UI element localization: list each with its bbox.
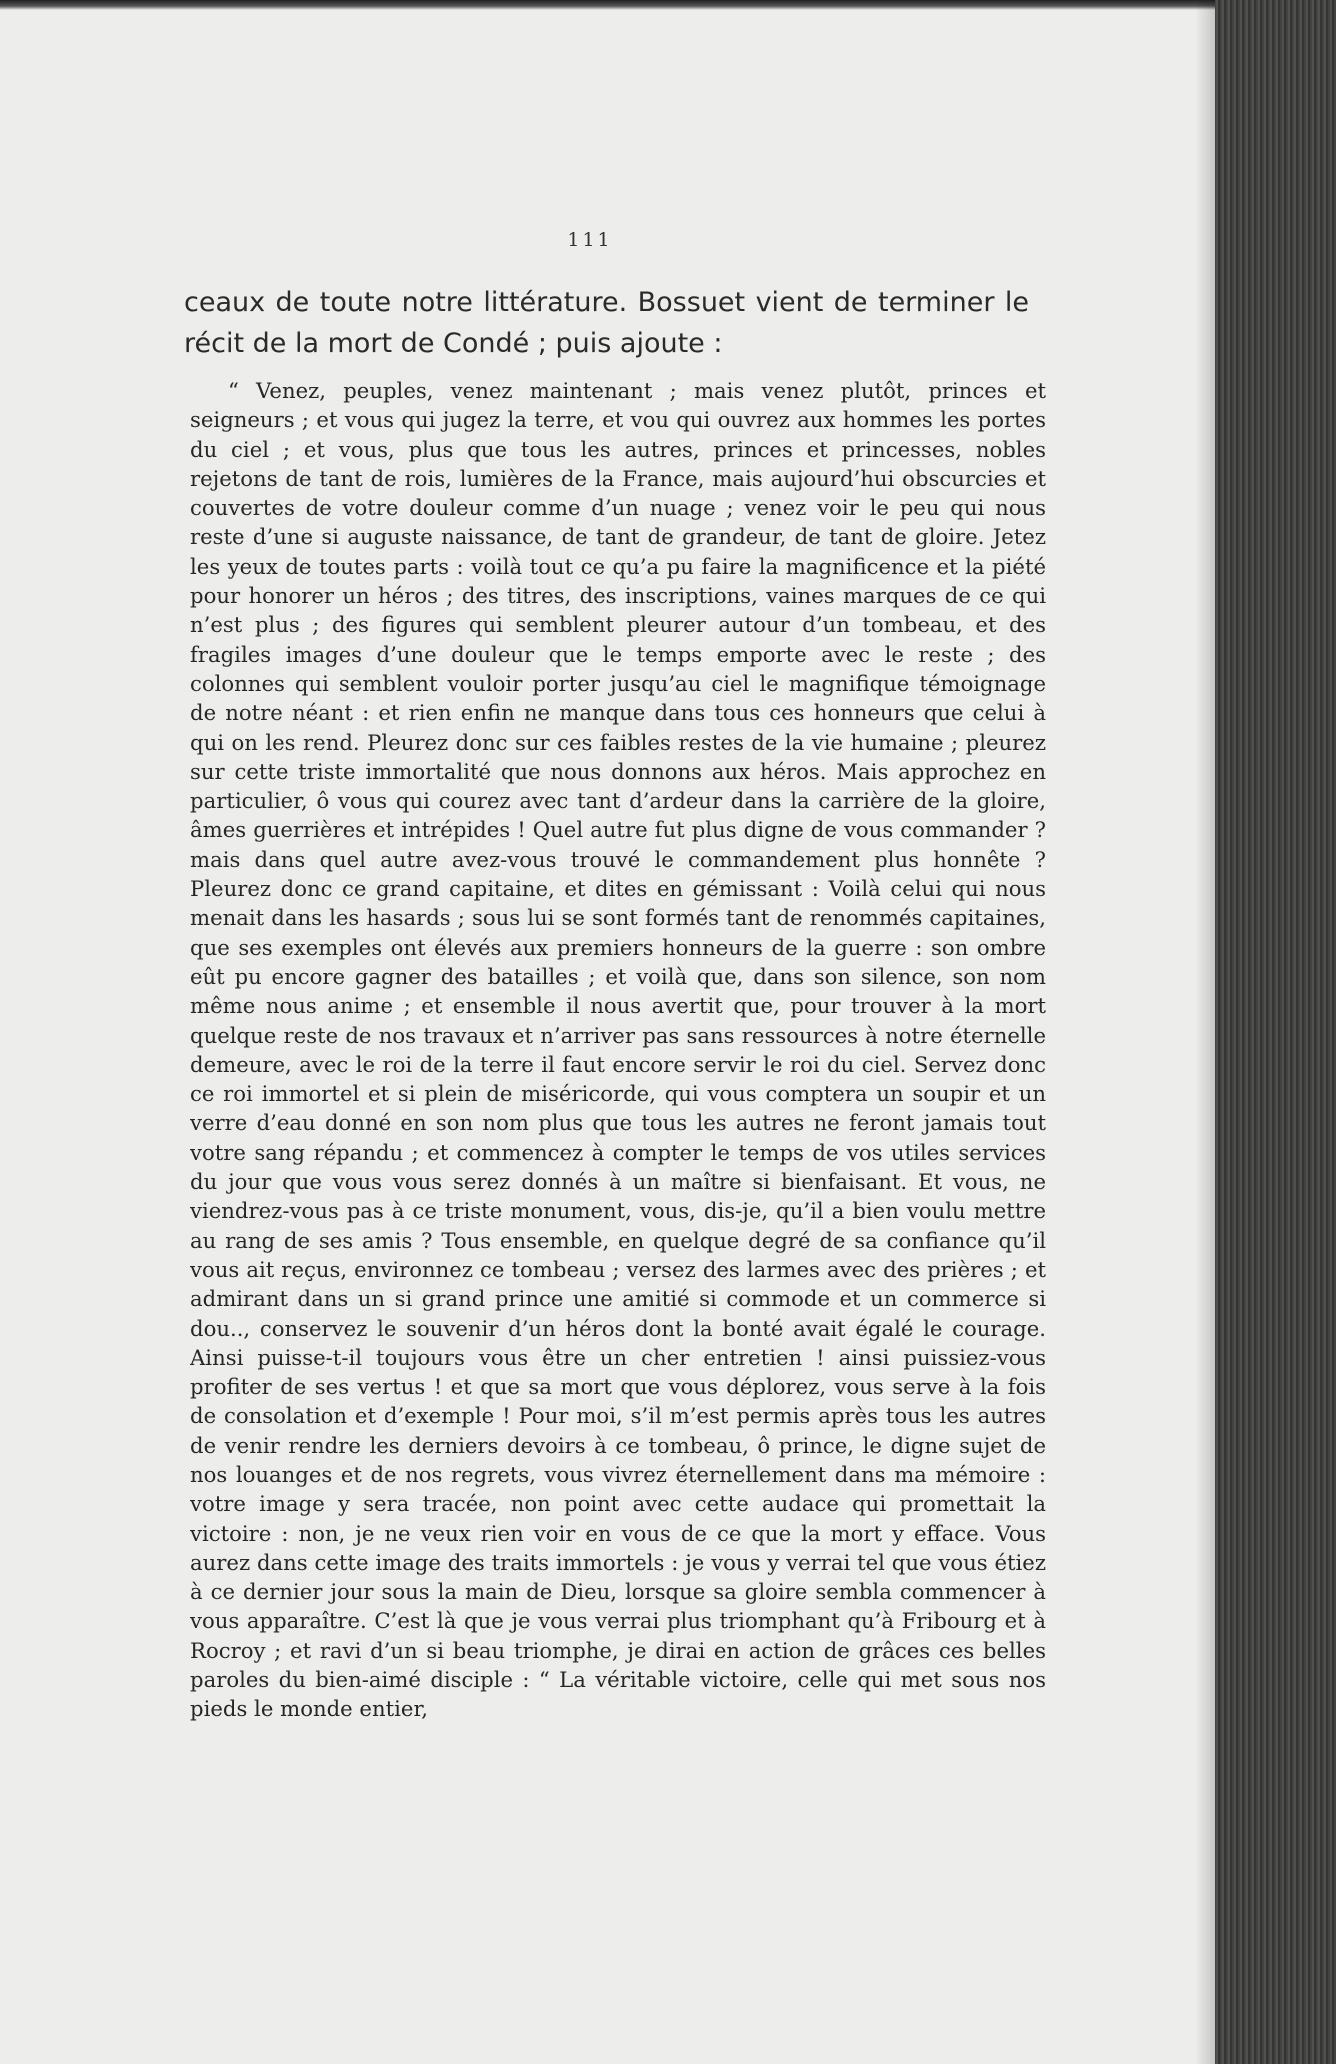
book-spine-edge xyxy=(1215,0,1336,2064)
quoted-passage: “ Venez, peuples, venez maintenant ; mais venez plutôt, princes et seigneurs ; et vous qui jugez la terre, et vou qui ouvrez aux hommes les portes du ciel ; et vous, plus que tous les autres, princes et princesses, nobles rejetons de tant de rois, lumières de la France, mais aujourd’hui obscurcies et couvertes de votre douleur comme d’un nuage ; venez voir le peu qui nous reste d’une si auguste naissance, de tant de grandeur, de tant de gloire. Jetez les yeux de toutes parts : voilà tout ce qu’a pu faire la magnificence et la piété pour honorer un héros ; des titres, des inscriptions, vaines marques de ce qui n’est plus ; des figures qui semblent pleurer autour d’un tombeau, et des fragiles images d’une douleur que le temps emporte avec le reste ; des colonnes qui semblent vouloir porter jusqu’au ciel le magnifique témoignage de notre néant : et rien enfin ne manque dans tous ces honneurs que celui à qui on les rend. Pleurez donc sur ces faibles restes de la vie humaine ; pleurez sur cette triste immortalité que nous donnons aux héros. Mais approchez en particulier, ô vous qui courez avec tant d’ardeur dans la carrière de la gloire, âmes guerrières et intrépides ! Quel autre fut plus digne de vous commander ? mais dans quel autre avez-vous trouvé le commandement plus honnête ? Pleurez donc ce grand capitaine, et dites en gémissant : Voilà celui qui nous menait dans les hasards ; sous lui se sont formés tant de renommés capitaines, que ses exemples ont élevés aux premiers honneurs de la guerre : son ombre eût pu encore gagner des batailles ; et voilà que, dans son silence, son nom même nous anime ; et ensemble il nous avertit que, pour trouver à la mort quelque reste de nos travaux et n’arriver pas sans ressources à notre éternelle demeure, avec le roi de la terre il faut encore servir le roi du ciel. Servez donc ce roi immortel et si plein de miséricorde, qui vous comptera un soupir et un verre d’eau donné en son nom plus que tous les autres ne feront jamais tout votre sang répandu ; et commencez à compter le temps de vos utiles services du jour que vous vous serez donnés à un maître si bienfaisant. Et vous, ne viendrez-vous pas à ce triste monument, vous, dis-je, qu’il a bien voulu mettre au rang de ses amis ? Tous ensemble, en quelque degré de sa confiance qu’il vous ait reçus, environnez ce tombeau ; versez des larmes avec des prières ; et admirant dans un si grand prince une amitié si commode et un commerce si dou.., conservez le souvenir d’un héros dont la bonté avait égalé le courage. Ainsi puisse-t-il toujours vous être un cher entretien ! ainsi puissiez-vous profiter de ses vertus ! et que sa mort que vous déplorez, vous serve à la fois de consolation et d’exemple ! Pour moi, s’il m’est permis après tous les autres de venir rendre les derniers devoirs à ce tombeau, ô prince, le digne sujet de nos louanges et de nos regrets, vous vivrez éternellement dans ma mémoire : votre image y sera tracée, non point avec cette audace qui promettait la victoire : non, je ne veux rien voir en vous de ce que la mort y efface. Vous aurez dans cette image des traits immortels : je vous y verrai tel que vous étiez à ce dernier jour sous la main de Dieu, lorsque sa gloire sembla commencer à vous apparaître. C’est là que je vous verrai plus triomphant qu’à Fribourg et à Rocroy ; et ravi d’un si beau triomphe, je dirai en action de grâces ces belles paroles du bien-aimé disciple : “ La véritable victoire, celle qui met sous nos pieds le monde entier, xyxy=(190,378,1046,1722)
intro-paragraph: ceaux de toute notre littérature. Bossuet vient de terminer le récit de la mort de Condé ; puis ajoute : xyxy=(184,287,1029,359)
gutter-shadow xyxy=(1195,0,1217,2064)
page-top-edge xyxy=(0,0,1215,10)
page-number: 111 xyxy=(567,229,613,251)
